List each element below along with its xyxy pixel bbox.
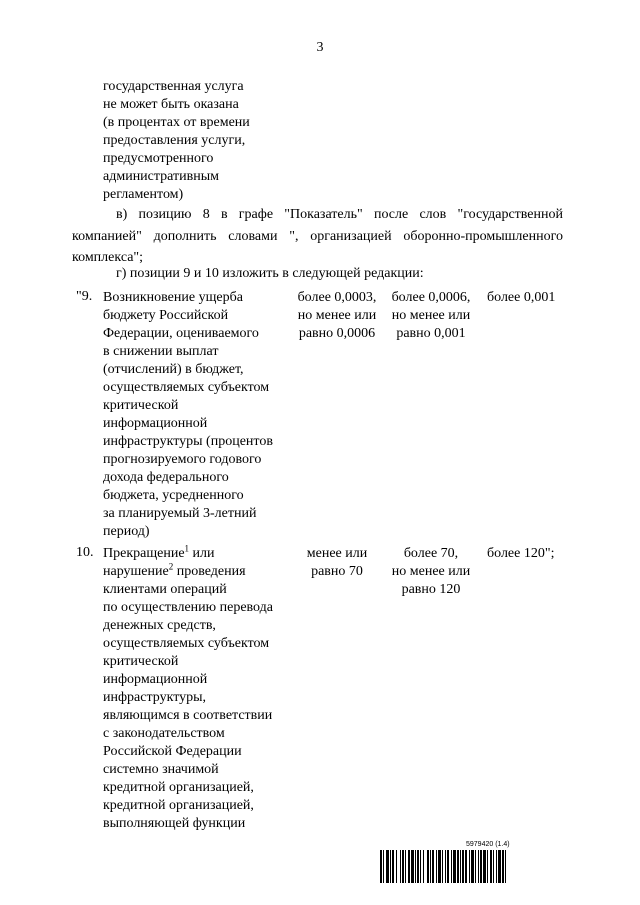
page-number: 3 xyxy=(316,40,324,55)
barcode-label: 5979420 (1.4) xyxy=(466,841,510,848)
text-line: инфраструктуры, xyxy=(103,690,207,705)
text-line: с законодательством xyxy=(103,726,225,741)
text-line: государственная услуга xyxy=(103,79,244,94)
text-line: кредитной организацией, xyxy=(103,780,254,795)
text-line: за планируемый 3-летний xyxy=(103,506,257,521)
barcode-bar xyxy=(506,850,508,883)
row-10-value-3 xyxy=(487,545,554,563)
footnote-marker-1[interactable]: 1 xyxy=(184,543,190,554)
text-line: клиентами операций xyxy=(103,582,227,597)
text-line: Российской Федерации xyxy=(103,744,242,759)
text-line: бюджету Российской xyxy=(103,308,229,323)
text-line: предусмотренного xyxy=(103,151,214,166)
amendment-paragraph-v xyxy=(72,204,563,269)
text-line: дохода федерального xyxy=(103,470,229,485)
text-line: более 120"; xyxy=(487,546,555,561)
row-9-value-2 xyxy=(384,289,478,343)
indicator-word: или xyxy=(189,546,215,561)
text-line: но менее или xyxy=(297,308,377,323)
text-line: критической xyxy=(103,398,179,413)
text-line: информационной xyxy=(103,672,208,687)
indicator-word: нарушение xyxy=(103,564,169,579)
text-line: административным xyxy=(103,169,220,184)
text-line: критической xyxy=(103,654,179,669)
row-9-number: "9. xyxy=(76,289,93,304)
text-line xyxy=(103,545,273,563)
text-line: (отчислений) в бюджет, xyxy=(103,362,244,377)
previous-row-text xyxy=(103,78,250,204)
text-line: более 70, xyxy=(403,546,459,561)
text-line: но менее или xyxy=(391,308,471,323)
text-line: прогнозируемого годового xyxy=(103,452,262,467)
text-line: менее или xyxy=(306,546,368,561)
text-line: но менее или xyxy=(391,564,471,579)
text-line xyxy=(103,563,273,581)
text-line: равно 0,001 xyxy=(396,326,466,341)
text-line: более 0,001 xyxy=(487,290,556,305)
text-line: осуществляемых субъектом xyxy=(103,636,270,651)
indicator-word: Прекращение xyxy=(103,546,185,561)
text-line: являющимся в соответствии xyxy=(103,708,273,723)
text-line: регламентом) xyxy=(103,187,184,202)
text-line: системно значимой xyxy=(103,762,219,777)
row-10-value-1 xyxy=(292,545,382,581)
paragraph-line: комплекса"; xyxy=(72,250,144,265)
text-line: (в процентах от времени xyxy=(103,115,250,130)
text-line: Возникновение ущерба xyxy=(103,290,243,305)
row-9-indicator xyxy=(103,289,273,541)
text-line: информационной xyxy=(103,416,208,431)
text-line: период) xyxy=(103,524,150,539)
text-line: Федерации, оцениваемого xyxy=(103,326,259,341)
text-line: денежных средств, xyxy=(103,618,216,633)
text-line: инфраструктуры (процентов xyxy=(103,434,273,449)
text-line: равно 0,0006 xyxy=(298,326,376,341)
amendment-paragraph-g: г) позиции 9 и 10 изложить в следующей редакции: xyxy=(116,266,424,281)
paragraph-line: компанией" дополнить словами ", организацией оборонно-промышленного xyxy=(72,228,563,244)
row-10-indicator xyxy=(103,545,273,833)
row-9-value-1 xyxy=(292,289,382,343)
row-10-value-2 xyxy=(384,545,478,599)
text-line: равно 120 xyxy=(401,582,461,597)
text-line: бюджета, усредненного xyxy=(103,488,244,503)
row-10-number: 10. xyxy=(76,545,94,560)
footnote-marker-2[interactable]: 2 xyxy=(168,561,174,572)
text-line: осуществляемых субъектом xyxy=(103,380,270,395)
row-9-value-3 xyxy=(487,289,555,307)
text-line: предоставления услуги, xyxy=(103,133,246,148)
text-line: кредитной организацией, xyxy=(103,798,254,813)
text-line: выполняющей функции xyxy=(103,816,246,831)
barcode xyxy=(380,850,589,883)
text-line: более 0,0006, xyxy=(391,290,471,305)
indicator-word: проведения xyxy=(173,564,246,579)
text-line: не может быть оказана xyxy=(103,97,239,112)
paragraph-line: в) позицию 8 в графе "Показатель" после слов "государственной xyxy=(116,207,563,222)
text-line: более 0,0003, xyxy=(297,290,377,305)
text-line: по осуществлению перевода xyxy=(103,600,273,615)
text-line: равно 70 xyxy=(311,564,363,579)
text-line: в снижении выплат xyxy=(103,344,219,359)
